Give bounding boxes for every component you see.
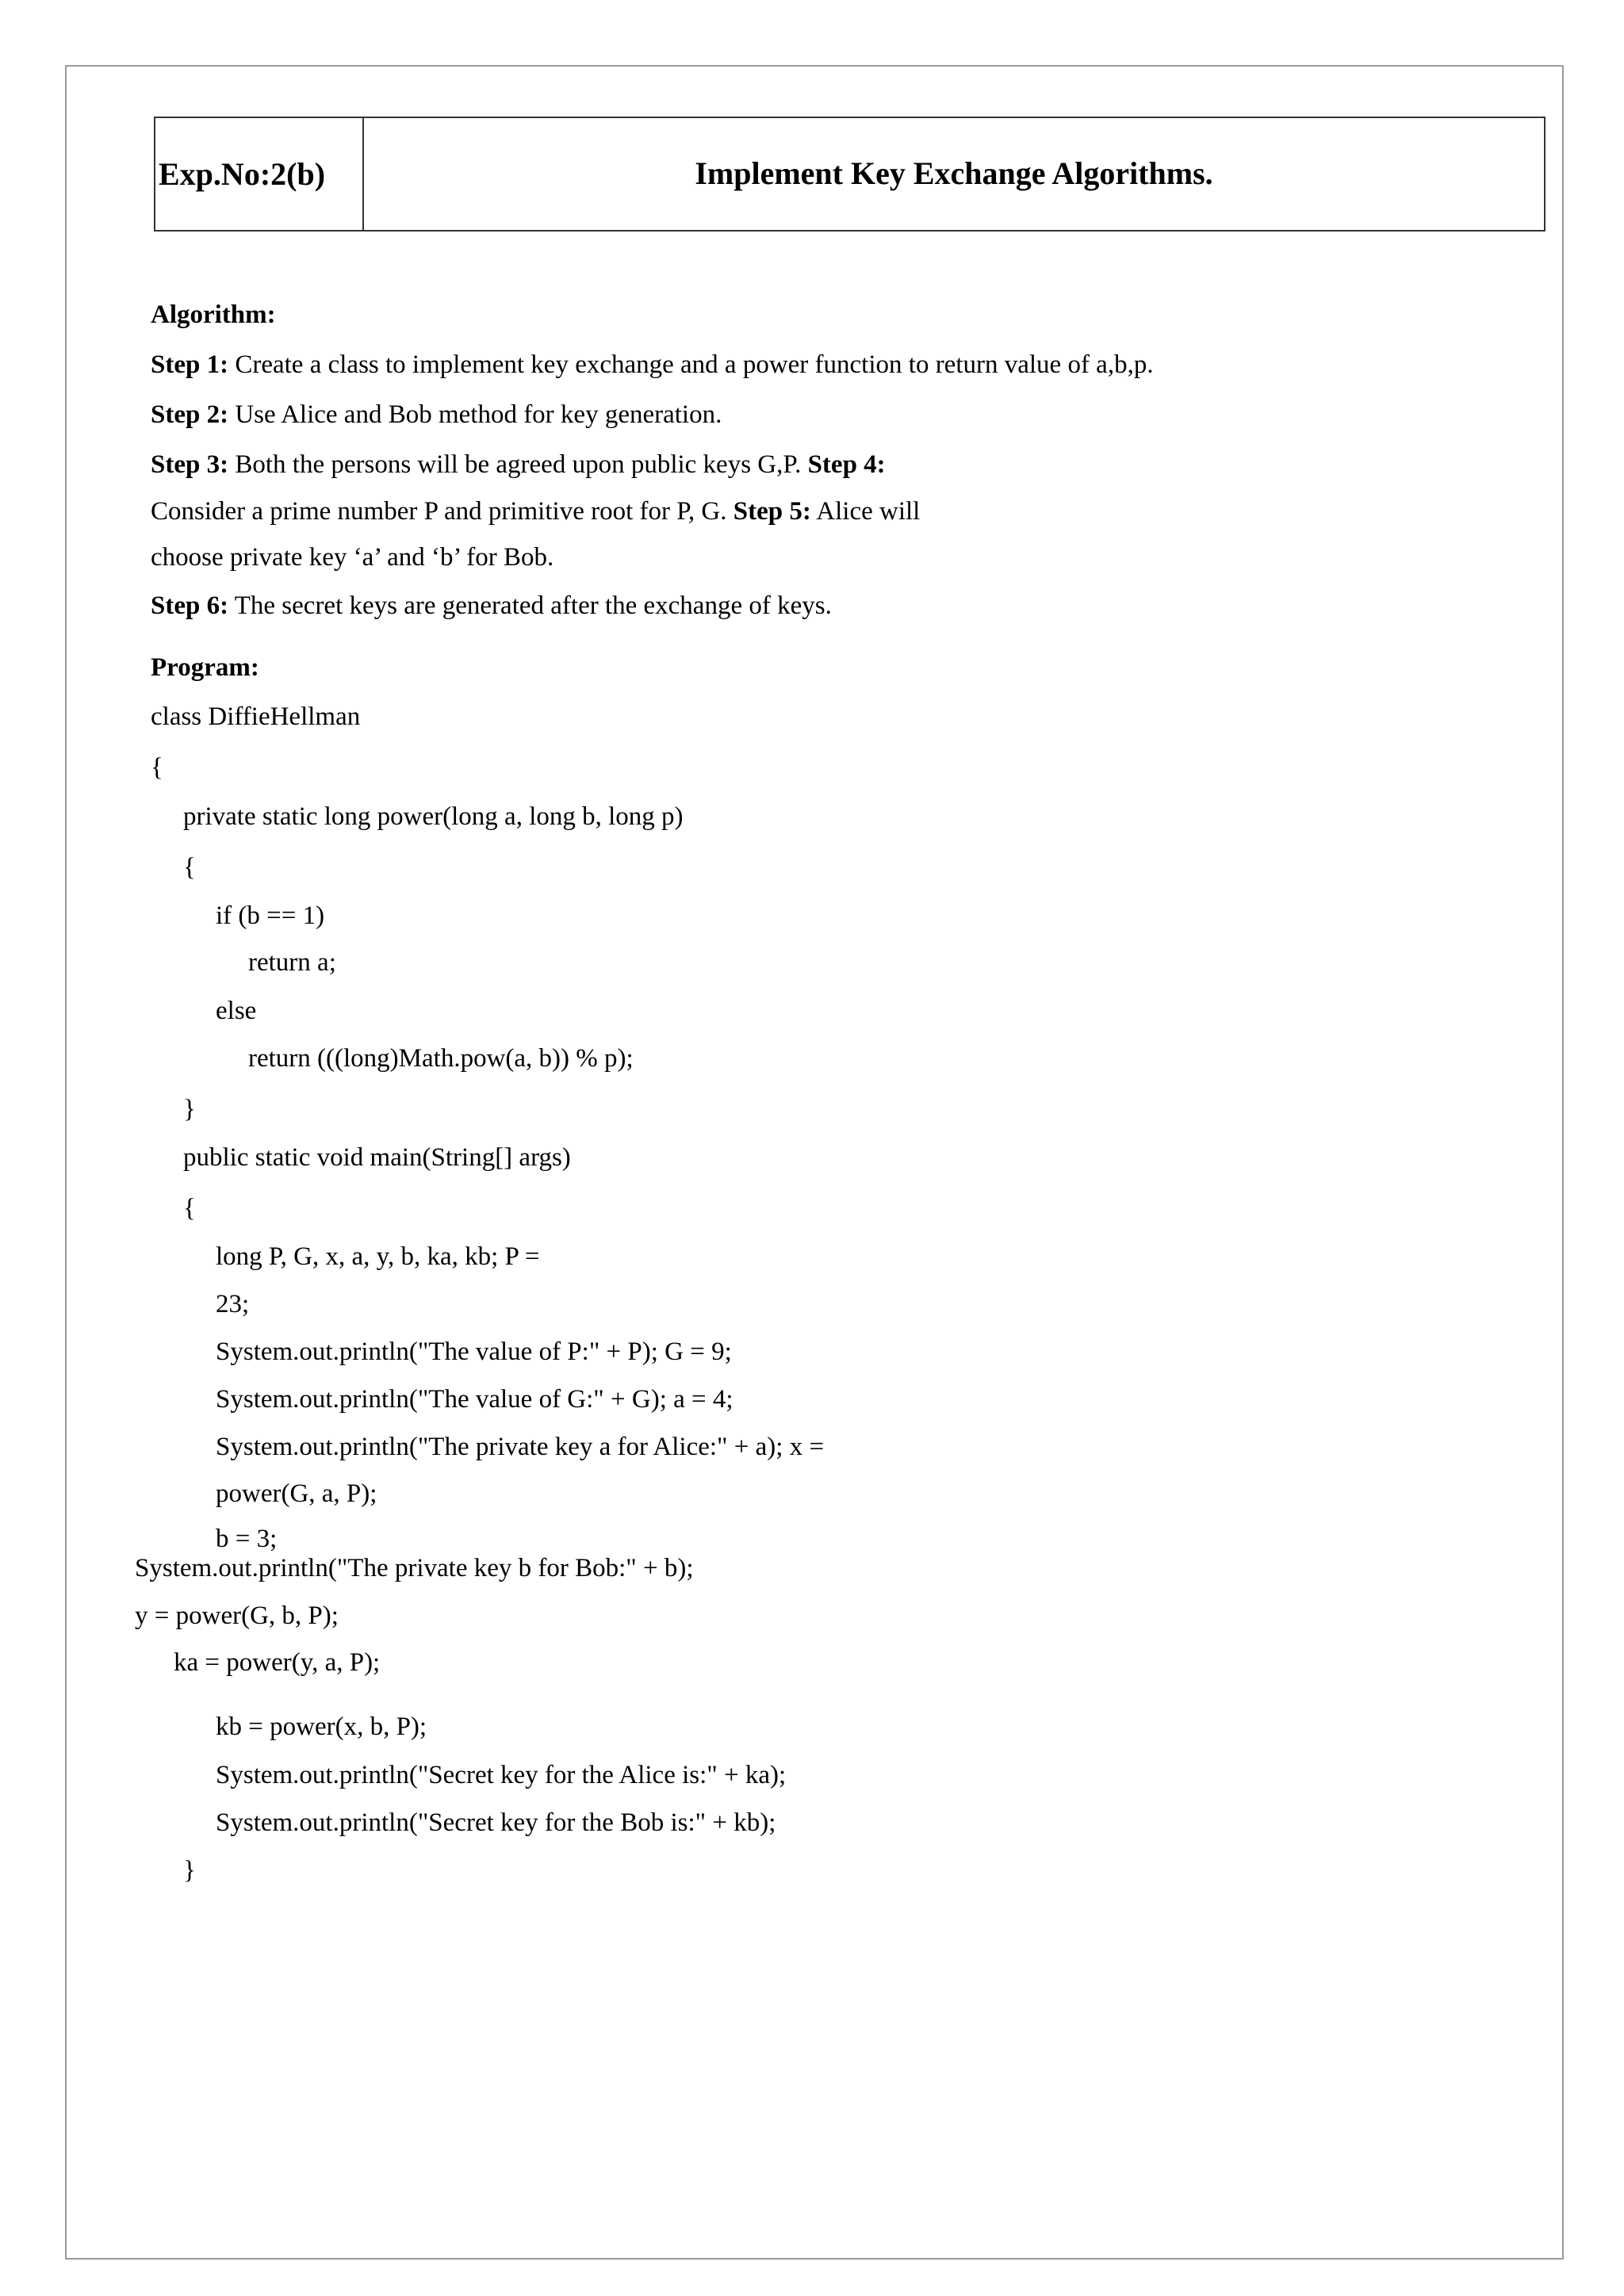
code-line: { <box>183 1194 196 1223</box>
algorithm-step-5-continued: choose private key ‘a’ and ‘b’ for Bob. <box>151 543 554 572</box>
code-line: long P, G, x, a, y, b, ka, kb; P = <box>216 1242 540 1271</box>
algorithm-step-2 <box>151 399 722 430</box>
program-heading: Program: <box>151 653 259 682</box>
code-line: 23; <box>216 1290 250 1318</box>
step-label: Step 5: <box>733 497 811 526</box>
code-line: System.out.println("Secret key for the Alice is:" + ka); <box>216 1761 787 1789</box>
code-line: ka = power(y, a, P); <box>174 1648 381 1677</box>
step-text: Consider a prime number P and primitive root for P, G. <box>151 497 733 526</box>
code-line: System.out.println("Secret key for the Bob is:" + kb); <box>216 1808 776 1837</box>
code-line: power(G, a, P); <box>216 1479 377 1508</box>
code-line: System.out.println("The value of G:" + G); a = 4; <box>216 1385 733 1414</box>
step-label: Step 2: <box>151 400 229 429</box>
experiment-header-table <box>154 117 1545 232</box>
code-line: { <box>183 853 196 882</box>
algorithm-step-1 <box>151 349 1154 381</box>
code-line: } <box>183 1095 196 1123</box>
step-label: Step 6: <box>151 591 229 620</box>
code-line: public static void main(String[] args) <box>183 1143 571 1172</box>
code-line: class DiffieHellman <box>151 702 361 731</box>
code-line: kb = power(x, b, P); <box>216 1712 427 1741</box>
step-text: Both the persons will be agreed upon public keys G,P. <box>228 450 808 479</box>
step-text: The secret keys are generated after the exchange of keys. <box>228 591 832 620</box>
step-text: Alice will <box>810 497 921 526</box>
algorithm-step-4 <box>151 496 920 527</box>
code-line: } <box>183 1856 196 1885</box>
step-text: Use Alice and Bob method for key generation. <box>228 400 722 429</box>
code-line: { <box>151 753 163 782</box>
code-line: b = 3; <box>216 1525 278 1553</box>
algorithm-step-6 <box>151 590 832 622</box>
step-label: Step 4: <box>807 450 886 479</box>
experiment-number: Exp.No:2(b) <box>155 118 364 230</box>
code-line: System.out.println("The value of P:" + P); G = 9; <box>216 1337 732 1366</box>
code-line: if (b == 1) <box>216 901 325 930</box>
experiment-title: Implement Key Exchange Algorithms. <box>695 155 1213 191</box>
code-line: System.out.println("The private key b for Bob:" + b); <box>135 1554 694 1582</box>
step-label: Step 1: <box>151 350 229 379</box>
step-label: Step 3: <box>151 450 229 479</box>
step-text: Create a class to implement key exchange and a power function to return value of a,b,p. <box>228 350 1154 379</box>
code-line: return (((long)Math.pow(a, b)) % p); <box>248 1044 634 1073</box>
algorithm-heading: Algorithm: <box>151 300 276 329</box>
code-line: private static long power(long a, long b, long p) <box>183 802 684 831</box>
code-line: System.out.println("The private key a for Alice:" + a); x = <box>216 1433 825 1461</box>
code-line: y = power(G, b, P); <box>135 1601 339 1630</box>
code-line: else <box>216 997 257 1025</box>
code-line: return a; <box>248 948 336 977</box>
algorithm-step-3 <box>151 449 886 480</box>
